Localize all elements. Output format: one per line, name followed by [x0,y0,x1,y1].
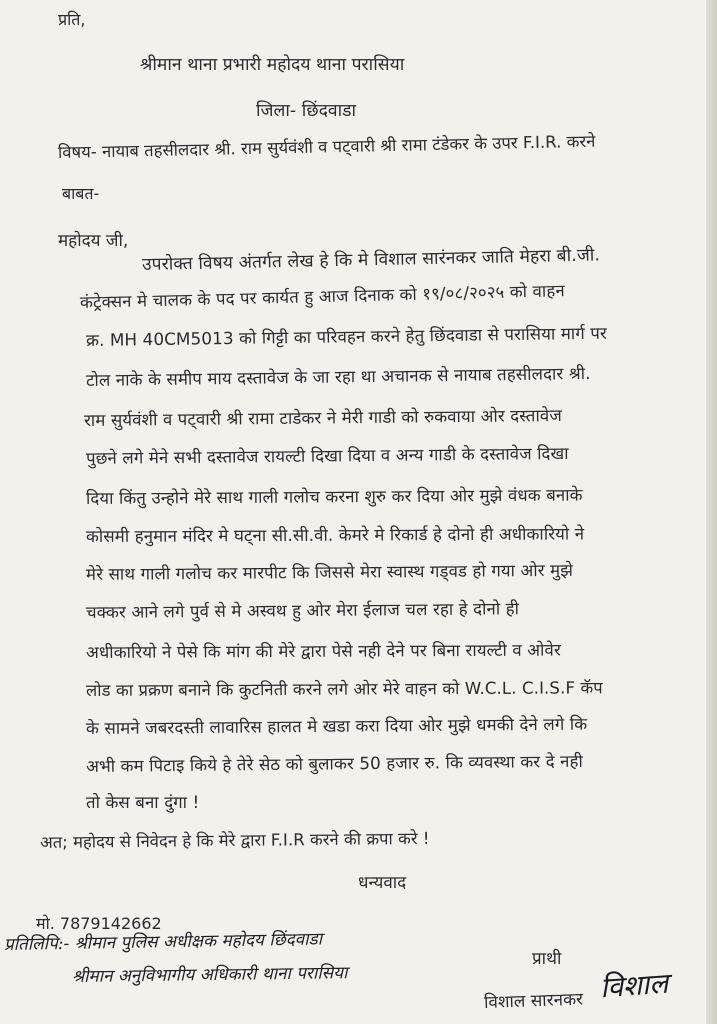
body-line: राम सुर्यवंशी व पट्वारी श्री रामा टाडेकर ने मेरी गाडी को रुकवाया ओर दस्तावेज [83,404,562,430]
copy-to-line-1: प्रतिलिपि:- श्रीमान पुलिस अधीक्षक महोदय छिंदवाडा [3,929,323,955]
body-line: क्र. MH 40CM5013 को गिट्टी का परिवहन करने हेतु छिंदवाडा से परासिया मार्ग पर [85,322,607,350]
salutation: महोदय जी, [58,231,129,251]
copy-to-line-2: श्रीमान अनुविभागीय अधिकारी थाना परासिया [71,963,348,987]
addressee: श्रीमान थाना प्रभारी महोदय थाना परासिया [140,55,405,75]
applicant-name: विशाल सारनकर [483,989,584,1013]
body-line: चक्कर आने लगे पुर्व से मे अस्वथ हु ओर मेरा ईलाज चल रहा हे दोनो ही [85,598,520,622]
body-line: पुछने लगे मेने सभी दस्तावेज रायल्टी दिखा दिया व अन्य गाडी के दस्तावेज दिखा [85,442,569,468]
body-line: तो केस बना दुंगा ! [86,792,200,812]
body-line: कोसमी हनुमान मंदिर मे घट्ना सी.सी.वी. केमरे मे रिकार्ड हे दोनो ही अधीकारियो ने [85,523,585,546]
body-line: कंट्रेक्सन मे चालक के पद पर कार्यत हु आज दिनाक को १९/०८/२०२५ को वाहन [79,280,565,312]
body-line: अधीकारियो ने पेसे कि मांग की मेरे द्वारा पेसे नही देने पर बिना रायल्टी व ओवेर [85,639,561,662]
applicant-label: प्राथी [532,949,562,969]
body-line: दिया किंतु उन्होने मेरे साथ गाली गलोच करना शुरु कर दिया ओर मुझे वंधक बनाके [85,484,583,508]
body-line: लोड का प्रक्रण बनाने कि कुटनिती करने लगे ओर मेरे वाहन को W.C.L. C.I.S.F कॅप [85,678,603,700]
thanks: धन्यवाद [358,873,407,893]
subject-line-2: बाबत- [62,184,100,203]
body-line: मेरे साथ गाली गलोच कर मारपीट कि जिससे मेरा स्वास्थ गड्वड हो गया ओर मुझे [85,559,574,584]
closing-request: अत; महोदय से निवेदन हे कि मेरे द्वारा F.I.R करने की क्रपा करे ! [39,828,430,852]
body-line: अभी कम पिटाइ किये हे तेरे सेठ को बुलाकर 50 हजार रु. कि व्यवस्था कर दे नही [85,750,583,776]
body-line: के सामने जबरदस्ती लावारिस हालत मे खडा करा दिया ओर मुझे धमकी देने लगे कि [85,713,588,738]
body-line: टोल नाके के समीप माय दस्तावेज के जा रहा था अचानक से नायाब तहसीलदार श्री. [85,362,591,390]
body-line: उपरोक्त विषय अंतर्गत लेख हे कि मे विशाल सारंनकर जाति मेहरा बी.जी. [141,245,601,275]
subject-line-1: विषय- नायाब तहसीलदार श्री. राम सुर्यवंशी व पट्वारी श्री रामा टंडेकर के उपर F.I.R. करने [57,131,596,162]
signature: विशाल [598,966,670,1005]
mobile-number: मो. 7879142662 [36,914,162,933]
district: जिला- छिंदवाडा [256,101,357,121]
paper-edge [706,0,717,1024]
prati-label: प्रति, [58,10,86,29]
